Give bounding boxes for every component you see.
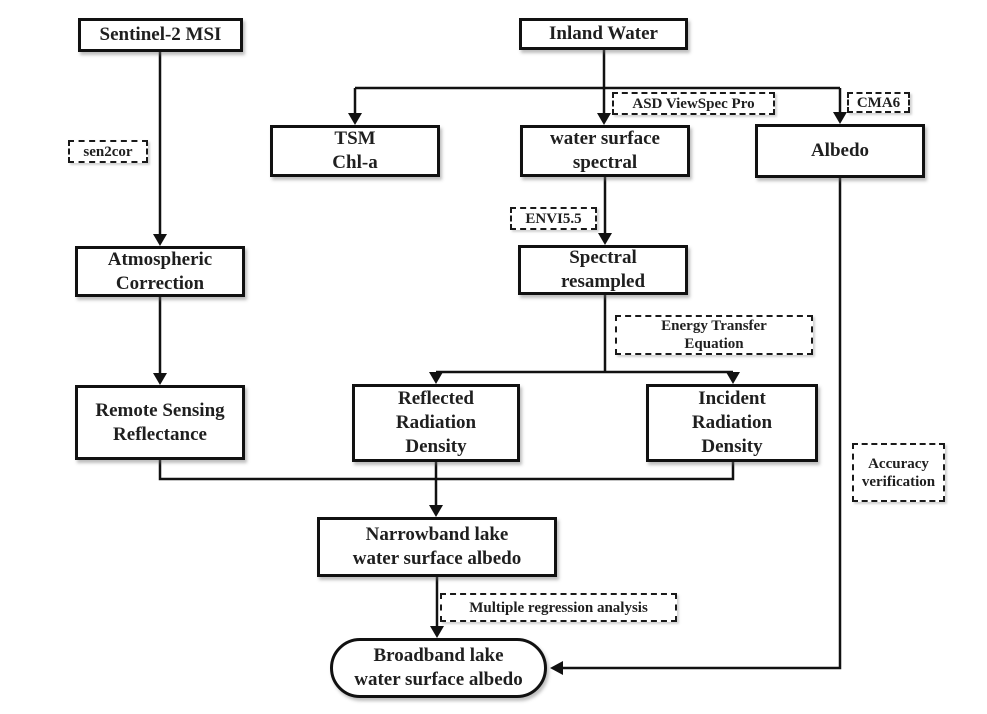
arrowhead <box>597 113 611 125</box>
node-reflected-radiation-density <box>352 384 520 462</box>
node-label: resampled <box>560 271 646 292</box>
arrowhead <box>430 626 444 638</box>
tag-label: Multiple regression analysis <box>469 599 648 616</box>
node-label: TSM <box>334 128 376 149</box>
tag-label: ASD ViewSpec Pro <box>632 95 755 112</box>
arrowhead <box>153 234 167 246</box>
tag-label: Equation <box>684 336 744 352</box>
node-broadband-lake-albedo <box>330 638 547 698</box>
node-label: Density <box>405 436 467 457</box>
tag-label: Energy Transfer <box>661 318 767 334</box>
node-atmospheric-correction <box>75 246 245 297</box>
node-label: Atmospheric <box>107 248 213 270</box>
connector-inland-branch <box>355 50 840 88</box>
node-spectral-resampled <box>518 245 688 295</box>
node-label: Reflectance <box>113 423 207 445</box>
node-label: Incident <box>698 388 766 409</box>
tag-label: Accuracy <box>868 455 929 472</box>
node-label: Reflected <box>398 388 474 409</box>
tag-label: verification <box>861 473 936 490</box>
tag-multiple-regression-analysis <box>440 593 677 622</box>
tag-label: ENVI5.5 <box>525 210 582 227</box>
arrowhead <box>429 505 443 517</box>
node-inland-water <box>519 18 688 50</box>
tag-asd-viewspec-pro <box>612 92 775 115</box>
node-narrowband-lake-albedo <box>317 517 557 577</box>
node-label: Narrowband lake <box>365 524 509 545</box>
node-label: Inland Water <box>549 23 658 44</box>
tag-envi55 <box>510 207 597 230</box>
node-water-surface-spectral <box>520 125 690 177</box>
node-label: Broadband lake <box>373 645 504 666</box>
node-label: Density <box>701 436 763 457</box>
arrowhead <box>348 113 362 125</box>
node-label: Albedo <box>810 140 870 161</box>
node-label: water surface <box>550 128 660 149</box>
tag-sen2cor <box>68 140 148 163</box>
tag-cma6 <box>847 92 910 113</box>
node-label: Radiation <box>395 412 477 433</box>
node-albedo <box>755 124 925 178</box>
arrowhead <box>429 372 443 384</box>
node-label: spectral <box>572 152 638 173</box>
node-label: Remote Sensing <box>95 399 225 421</box>
node-tsm-chla <box>270 125 440 177</box>
node-remote-sensing-reflectance <box>75 385 245 460</box>
tag-energy-transfer-equation <box>615 315 813 355</box>
node-label: Sentinel-2 MSI <box>99 24 222 45</box>
node-incident-radiation-density <box>646 384 818 462</box>
node-label: Chl-a <box>332 152 378 173</box>
connector-merge-line <box>160 460 733 479</box>
tag-label: CMA6 <box>856 94 901 111</box>
arrowhead <box>550 661 563 675</box>
tag-label: sen2cor <box>83 143 133 160</box>
arrowhead <box>598 233 612 245</box>
node-label: water surface albedo <box>354 669 523 690</box>
node-label: Radiation <box>691 412 773 433</box>
node-label: Spectral <box>569 247 637 268</box>
node-sentinel2-msi <box>78 18 243 52</box>
tag-accuracy-verification <box>852 443 945 502</box>
arrowhead <box>153 373 167 385</box>
arrowhead <box>833 112 847 124</box>
node-label: Correction <box>115 272 205 294</box>
node-label: water surface albedo <box>352 548 522 569</box>
arrowhead <box>726 372 740 384</box>
